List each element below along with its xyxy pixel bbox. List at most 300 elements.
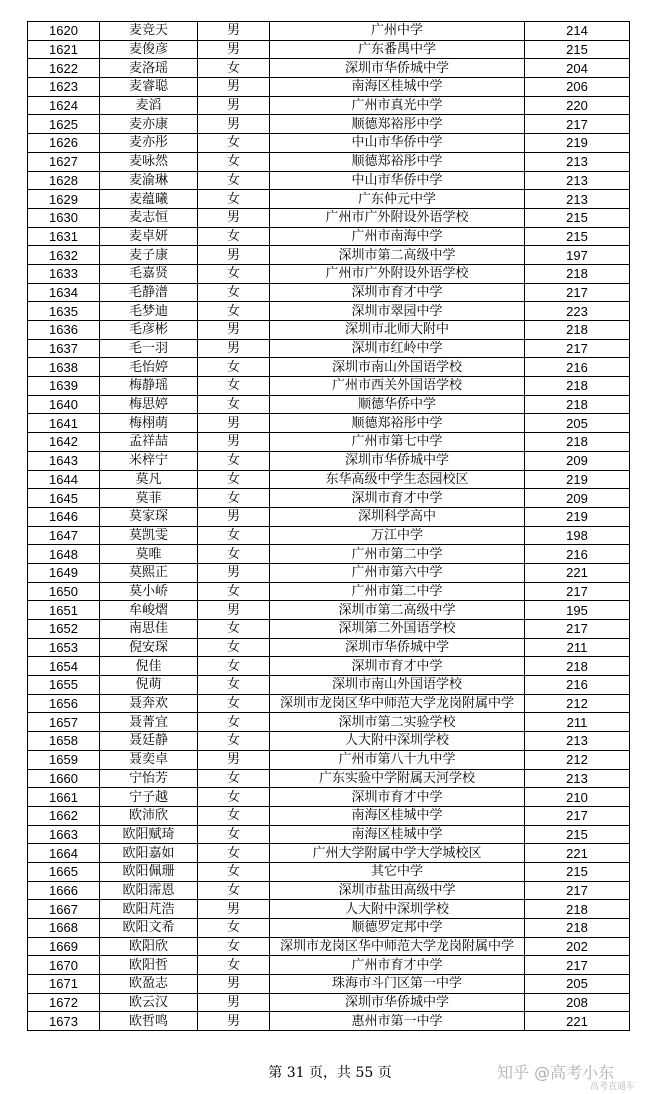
gender-cell: 男: [198, 1012, 270, 1031]
student-name-cell: 麦蕴曦: [100, 190, 198, 209]
score-cell: 221: [525, 844, 630, 863]
gender-cell: 男: [198, 993, 270, 1012]
table-row: [28, 919, 630, 938]
score-cell: 212: [525, 694, 630, 713]
table-row: [28, 96, 630, 115]
student-name-cell: 莫小峤: [100, 582, 198, 601]
row-number-cell: 1638: [28, 358, 100, 377]
table-row: [28, 937, 630, 956]
row-number-cell: 1660: [28, 769, 100, 788]
student-name-cell: 欧阳哲: [100, 956, 198, 975]
table-row: [28, 227, 630, 246]
table-row: [28, 601, 630, 620]
row-number-cell: 1650: [28, 582, 100, 601]
gender-cell: 男: [198, 900, 270, 919]
gender-cell: 女: [198, 881, 270, 900]
table-row: [28, 526, 630, 545]
source-watermark: 高考直通车: [590, 1082, 636, 1092]
student-name-cell: 麦滔: [100, 96, 198, 115]
gender-cell: 女: [198, 545, 270, 564]
gender-cell: 女: [198, 190, 270, 209]
gender-cell: 男: [198, 246, 270, 265]
student-name-cell: 倪安琛: [100, 638, 198, 657]
student-name-cell: 欧云汉: [100, 993, 198, 1012]
table-row: [28, 844, 630, 863]
student-name-cell: 麦竞天: [100, 22, 198, 41]
school-cell: 广州市第二中学: [270, 582, 525, 601]
gender-cell: 男: [198, 507, 270, 526]
gender-cell: 女: [198, 377, 270, 396]
table-row: [28, 1012, 630, 1031]
page-number-footer: 第 31 页，共 55 页: [268, 1065, 392, 1081]
row-number-cell: 1626: [28, 134, 100, 153]
school-cell: 深圳市龙岗区华中师范大学龙岗附属中学: [270, 937, 525, 956]
gender-cell: 女: [198, 451, 270, 470]
gender-cell: 女: [198, 676, 270, 695]
score-cell: 217: [525, 956, 630, 975]
school-cell: 广州市第八十九中学: [270, 750, 525, 769]
student-name-cell: 毛彦彬: [100, 321, 198, 340]
school-cell: 深圳市龙岗区华中师范大学龙岗附属中学: [270, 694, 525, 713]
table-row: [28, 302, 630, 321]
gender-cell: 女: [198, 657, 270, 676]
score-cell: 197: [525, 246, 630, 265]
score-cell: 218: [525, 657, 630, 676]
student-name-cell: 宁怡芳: [100, 769, 198, 788]
row-number-cell: 1655: [28, 676, 100, 695]
table-row: [28, 22, 630, 41]
table-row: [28, 545, 630, 564]
school-cell: 深圳市第二高级中学: [270, 246, 525, 265]
score-cell: 217: [525, 283, 630, 302]
student-name-cell: 欧阳欣: [100, 937, 198, 956]
school-cell: 人大附中深圳学校: [270, 732, 525, 751]
score-cell: 211: [525, 638, 630, 657]
row-number-cell: 1649: [28, 563, 100, 582]
gender-cell: 女: [198, 264, 270, 283]
gender-cell: 男: [198, 750, 270, 769]
table-row: [28, 78, 630, 97]
gender-cell: 男: [198, 601, 270, 620]
row-number-cell: 1635: [28, 302, 100, 321]
school-cell: 深圳市育才中学: [270, 788, 525, 807]
gender-cell: 女: [198, 937, 270, 956]
table-row: [28, 750, 630, 769]
gender-cell: 女: [198, 788, 270, 807]
score-cell: 214: [525, 22, 630, 41]
table-row: [28, 507, 630, 526]
table-row: [28, 208, 630, 227]
table-row: [28, 246, 630, 265]
gender-cell: 女: [198, 489, 270, 508]
school-cell: 深圳市育才中学: [270, 657, 525, 676]
table-row: [28, 806, 630, 825]
school-cell: 珠海市斗门区第一中学: [270, 975, 525, 994]
score-cell: 195: [525, 601, 630, 620]
student-name-cell: 毛梦迪: [100, 302, 198, 321]
table-row: [28, 264, 630, 283]
table-row: [28, 975, 630, 994]
row-number-cell: 1630: [28, 208, 100, 227]
row-number-cell: 1654: [28, 657, 100, 676]
student-name-cell: 梅栩萌: [100, 414, 198, 433]
table-row: [28, 732, 630, 751]
row-number-cell: 1671: [28, 975, 100, 994]
table-row: [28, 358, 630, 377]
table-row: [28, 489, 630, 508]
gender-cell: 女: [198, 713, 270, 732]
table-body: [28, 22, 630, 1031]
score-cell: 218: [525, 433, 630, 452]
student-name-cell: 莫家琛: [100, 507, 198, 526]
row-number-cell: 1625: [28, 115, 100, 134]
school-cell: 中山市华侨中学: [270, 134, 525, 153]
score-cell: 204: [525, 59, 630, 78]
row-number-cell: 1641: [28, 414, 100, 433]
gender-cell: 男: [198, 78, 270, 97]
student-name-cell: 莫菲: [100, 489, 198, 508]
school-cell: 南海区桂城中学: [270, 825, 525, 844]
row-number-cell: 1640: [28, 395, 100, 414]
gender-cell: 女: [198, 620, 270, 639]
score-cell: 208: [525, 993, 630, 1012]
gender-cell: 男: [198, 115, 270, 134]
score-cell: 219: [525, 134, 630, 153]
school-cell: 人大附中深圳学校: [270, 900, 525, 919]
gender-cell: 女: [198, 694, 270, 713]
row-number-cell: 1656: [28, 694, 100, 713]
row-number-cell: 1637: [28, 339, 100, 358]
table-row: [28, 40, 630, 59]
student-name-cell: 麦子康: [100, 246, 198, 265]
row-number-cell: 1645: [28, 489, 100, 508]
score-cell: 218: [525, 395, 630, 414]
student-name-cell: 倪萌: [100, 676, 198, 695]
score-cell: 221: [525, 1012, 630, 1031]
gender-cell: 男: [198, 40, 270, 59]
table-row: [28, 620, 630, 639]
row-number-cell: 1664: [28, 844, 100, 863]
table-row: [28, 900, 630, 919]
student-name-cell: 聂奕卓: [100, 750, 198, 769]
score-cell: 216: [525, 676, 630, 695]
gender-cell: 男: [198, 414, 270, 433]
school-cell: 深圳市华侨城中学: [270, 59, 525, 78]
table-row: [28, 769, 630, 788]
score-cell: 219: [525, 507, 630, 526]
table-row: [28, 59, 630, 78]
student-score-table: [27, 21, 630, 1031]
table-row: [28, 283, 630, 302]
row-number-cell: 1668: [28, 919, 100, 938]
gender-cell: 男: [198, 433, 270, 452]
table-row: [28, 321, 630, 340]
score-cell: 198: [525, 526, 630, 545]
row-number-cell: 1631: [28, 227, 100, 246]
score-cell: 218: [525, 377, 630, 396]
score-cell: 213: [525, 152, 630, 171]
row-number-cell: 1627: [28, 152, 100, 171]
table-row: [28, 433, 630, 452]
school-cell: 深圳市华侨城中学: [270, 993, 525, 1012]
row-number-cell: 1673: [28, 1012, 100, 1031]
row-number-cell: 1672: [28, 993, 100, 1012]
score-cell: 213: [525, 190, 630, 209]
row-number-cell: 1665: [28, 862, 100, 881]
score-cell: 223: [525, 302, 630, 321]
gender-cell: 男: [198, 22, 270, 41]
student-name-cell: 聂菁宜: [100, 713, 198, 732]
table-row: [28, 638, 630, 657]
row-number-cell: 1633: [28, 264, 100, 283]
score-cell: 218: [525, 321, 630, 340]
gender-cell: 女: [198, 526, 270, 545]
score-cell: 221: [525, 563, 630, 582]
table-row: [28, 171, 630, 190]
student-name-cell: 麦俊彦: [100, 40, 198, 59]
table-row: [28, 881, 630, 900]
row-number-cell: 1651: [28, 601, 100, 620]
row-number-cell: 1662: [28, 806, 100, 825]
gender-cell: 女: [198, 227, 270, 246]
row-number-cell: 1646: [28, 507, 100, 526]
row-number-cell: 1658: [28, 732, 100, 751]
score-cell: 212: [525, 750, 630, 769]
student-name-cell: 毛怡婷: [100, 358, 198, 377]
row-number-cell: 1639: [28, 377, 100, 396]
student-name-cell: 麦渝琳: [100, 171, 198, 190]
student-name-cell: 孟祥喆: [100, 433, 198, 452]
gender-cell: 女: [198, 638, 270, 657]
score-cell: 202: [525, 937, 630, 956]
score-cell: 210: [525, 788, 630, 807]
row-number-cell: 1647: [28, 526, 100, 545]
gender-cell: 男: [198, 96, 270, 115]
student-name-cell: 麦睿聪: [100, 78, 198, 97]
student-name-cell: 欧盈志: [100, 975, 198, 994]
row-number-cell: 1620: [28, 22, 100, 41]
score-cell: 206: [525, 78, 630, 97]
table-row: [28, 339, 630, 358]
table-row: [28, 414, 630, 433]
school-cell: 广州市西关外国语学校: [270, 377, 525, 396]
score-cell: 220: [525, 96, 630, 115]
student-name-cell: 欧阳嘉如: [100, 844, 198, 863]
student-name-cell: 麦卓妍: [100, 227, 198, 246]
student-name-cell: 毛一羽: [100, 339, 198, 358]
school-cell: 深圳市华侨城中学: [270, 451, 525, 470]
table-row: [28, 115, 630, 134]
score-cell: 215: [525, 208, 630, 227]
student-name-cell: 梅静瑶: [100, 377, 198, 396]
gender-cell: 女: [198, 582, 270, 601]
table-row: [28, 676, 630, 695]
student-name-cell: 牟峻熠: [100, 601, 198, 620]
school-cell: 深圳市育才中学: [270, 283, 525, 302]
table-row: [28, 993, 630, 1012]
table-row: [28, 657, 630, 676]
school-cell: 深圳市第二实验学校: [270, 713, 525, 732]
school-cell: 顺德郑裕彤中学: [270, 115, 525, 134]
school-cell: 万江中学: [270, 526, 525, 545]
student-name-cell: 聂廷静: [100, 732, 198, 751]
gender-cell: 女: [198, 919, 270, 938]
gender-cell: 女: [198, 769, 270, 788]
school-cell: 顺德郑裕彤中学: [270, 152, 525, 171]
score-cell: 219: [525, 470, 630, 489]
row-number-cell: 1623: [28, 78, 100, 97]
school-cell: 深圳市盐田高级中学: [270, 881, 525, 900]
school-cell: 广州市第七中学: [270, 433, 525, 452]
score-cell: 218: [525, 919, 630, 938]
gender-cell: 女: [198, 171, 270, 190]
score-cell: 216: [525, 358, 630, 377]
school-cell: 深圳市第二高级中学: [270, 601, 525, 620]
table-row: [28, 694, 630, 713]
student-name-cell: 南思佳: [100, 620, 198, 639]
gender-cell: 女: [198, 358, 270, 377]
school-cell: 顺德郑裕彤中学: [270, 414, 525, 433]
table-row: [28, 582, 630, 601]
student-name-cell: 毛嘉贤: [100, 264, 198, 283]
school-cell: 深圳科学高中: [270, 507, 525, 526]
student-name-cell: 麦亦彤: [100, 134, 198, 153]
table-row: [28, 825, 630, 844]
row-number-cell: 1670: [28, 956, 100, 975]
row-number-cell: 1629: [28, 190, 100, 209]
student-name-cell: 欧阳赋琦: [100, 825, 198, 844]
student-name-cell: 倪佳: [100, 657, 198, 676]
table-row: [28, 152, 630, 171]
row-number-cell: 1663: [28, 825, 100, 844]
student-name-cell: 莫唯: [100, 545, 198, 564]
school-cell: 广东仲元中学: [270, 190, 525, 209]
table-row: [28, 395, 630, 414]
school-cell: 广东番禺中学: [270, 40, 525, 59]
school-cell: 其它中学: [270, 862, 525, 881]
row-number-cell: 1657: [28, 713, 100, 732]
gender-cell: 女: [198, 806, 270, 825]
school-cell: 深圳市南山外国语学校: [270, 358, 525, 377]
row-number-cell: 1628: [28, 171, 100, 190]
student-name-cell: 欧哲鸣: [100, 1012, 198, 1031]
row-number-cell: 1636: [28, 321, 100, 340]
school-cell: 深圳市华侨城中学: [270, 638, 525, 657]
school-cell: 广州市育才中学: [270, 956, 525, 975]
student-name-cell: 麦洛瑶: [100, 59, 198, 78]
row-number-cell: 1644: [28, 470, 100, 489]
gender-cell: 女: [198, 956, 270, 975]
score-cell: 213: [525, 171, 630, 190]
row-number-cell: 1642: [28, 433, 100, 452]
gender-cell: 女: [198, 59, 270, 78]
score-cell: 215: [525, 862, 630, 881]
row-number-cell: 1661: [28, 788, 100, 807]
school-cell: 广州市第六中学: [270, 563, 525, 582]
gender-cell: 男: [198, 321, 270, 340]
row-number-cell: 1643: [28, 451, 100, 470]
score-cell: 209: [525, 489, 630, 508]
school-cell: 顺德罗定邦中学: [270, 919, 525, 938]
gender-cell: 女: [198, 470, 270, 489]
student-name-cell: 莫熙正: [100, 563, 198, 582]
row-number-cell: 1621: [28, 40, 100, 59]
gender-cell: 男: [198, 208, 270, 227]
school-cell: 顺德华侨中学: [270, 395, 525, 414]
school-cell: 中山市华侨中学: [270, 171, 525, 190]
student-name-cell: 麦志恒: [100, 208, 198, 227]
score-cell: 217: [525, 881, 630, 900]
score-cell: 217: [525, 620, 630, 639]
school-cell: 深圳市南山外国语学校: [270, 676, 525, 695]
gender-cell: 男: [198, 339, 270, 358]
student-name-cell: 欧阳文希: [100, 919, 198, 938]
row-number-cell: 1652: [28, 620, 100, 639]
student-name-cell: 欧阳佩珊: [100, 862, 198, 881]
row-number-cell: 1622: [28, 59, 100, 78]
student-name-cell: 麦亦康: [100, 115, 198, 134]
score-cell: 215: [525, 40, 630, 59]
row-number-cell: 1632: [28, 246, 100, 265]
student-name-cell: 莫凡: [100, 470, 198, 489]
row-number-cell: 1653: [28, 638, 100, 657]
score-cell: 213: [525, 769, 630, 788]
school-cell: 深圳市红岭中学: [270, 339, 525, 358]
school-cell: 东华高级中学生态园校区: [270, 470, 525, 489]
zhihu-watermark: 知乎 @高考小东: [497, 1063, 615, 1082]
student-name-cell: 欧沛欣: [100, 806, 198, 825]
table-row: [28, 563, 630, 582]
student-name-cell: 莫凯雯: [100, 526, 198, 545]
table-row: [28, 134, 630, 153]
gender-cell: 女: [198, 152, 270, 171]
score-cell: 205: [525, 414, 630, 433]
row-number-cell: 1666: [28, 881, 100, 900]
table-row: [28, 713, 630, 732]
student-name-cell: 麦咏然: [100, 152, 198, 171]
student-name-cell: 宁子越: [100, 788, 198, 807]
score-cell: 209: [525, 451, 630, 470]
gender-cell: 女: [198, 732, 270, 751]
gender-cell: 女: [198, 283, 270, 302]
score-cell: 213: [525, 732, 630, 751]
score-cell: 218: [525, 900, 630, 919]
gender-cell: 女: [198, 844, 270, 863]
school-cell: 广州市真光中学: [270, 96, 525, 115]
school-cell: 广州市广外附设外语学校: [270, 264, 525, 283]
score-cell: 215: [525, 227, 630, 246]
school-cell: 南海区桂城中学: [270, 806, 525, 825]
gender-cell: 女: [198, 395, 270, 414]
student-name-cell: 梅思婷: [100, 395, 198, 414]
school-cell: 深圳第二外国语学校: [270, 620, 525, 639]
student-name-cell: 欧阳霈恩: [100, 881, 198, 900]
gender-cell: 女: [198, 134, 270, 153]
student-name-cell: 米梓宁: [100, 451, 198, 470]
school-cell: 广州市第二中学: [270, 545, 525, 564]
score-cell: 211: [525, 713, 630, 732]
student-name-cell: 毛静潽: [100, 283, 198, 302]
school-cell: 广州市南海中学: [270, 227, 525, 246]
table-row: [28, 451, 630, 470]
student-name-cell: 聂奔欢: [100, 694, 198, 713]
row-number-cell: 1667: [28, 900, 100, 919]
table-row: [28, 788, 630, 807]
score-cell: 217: [525, 582, 630, 601]
gender-cell: 女: [198, 862, 270, 881]
school-cell: 深圳市北师大附中: [270, 321, 525, 340]
table-row: [28, 956, 630, 975]
